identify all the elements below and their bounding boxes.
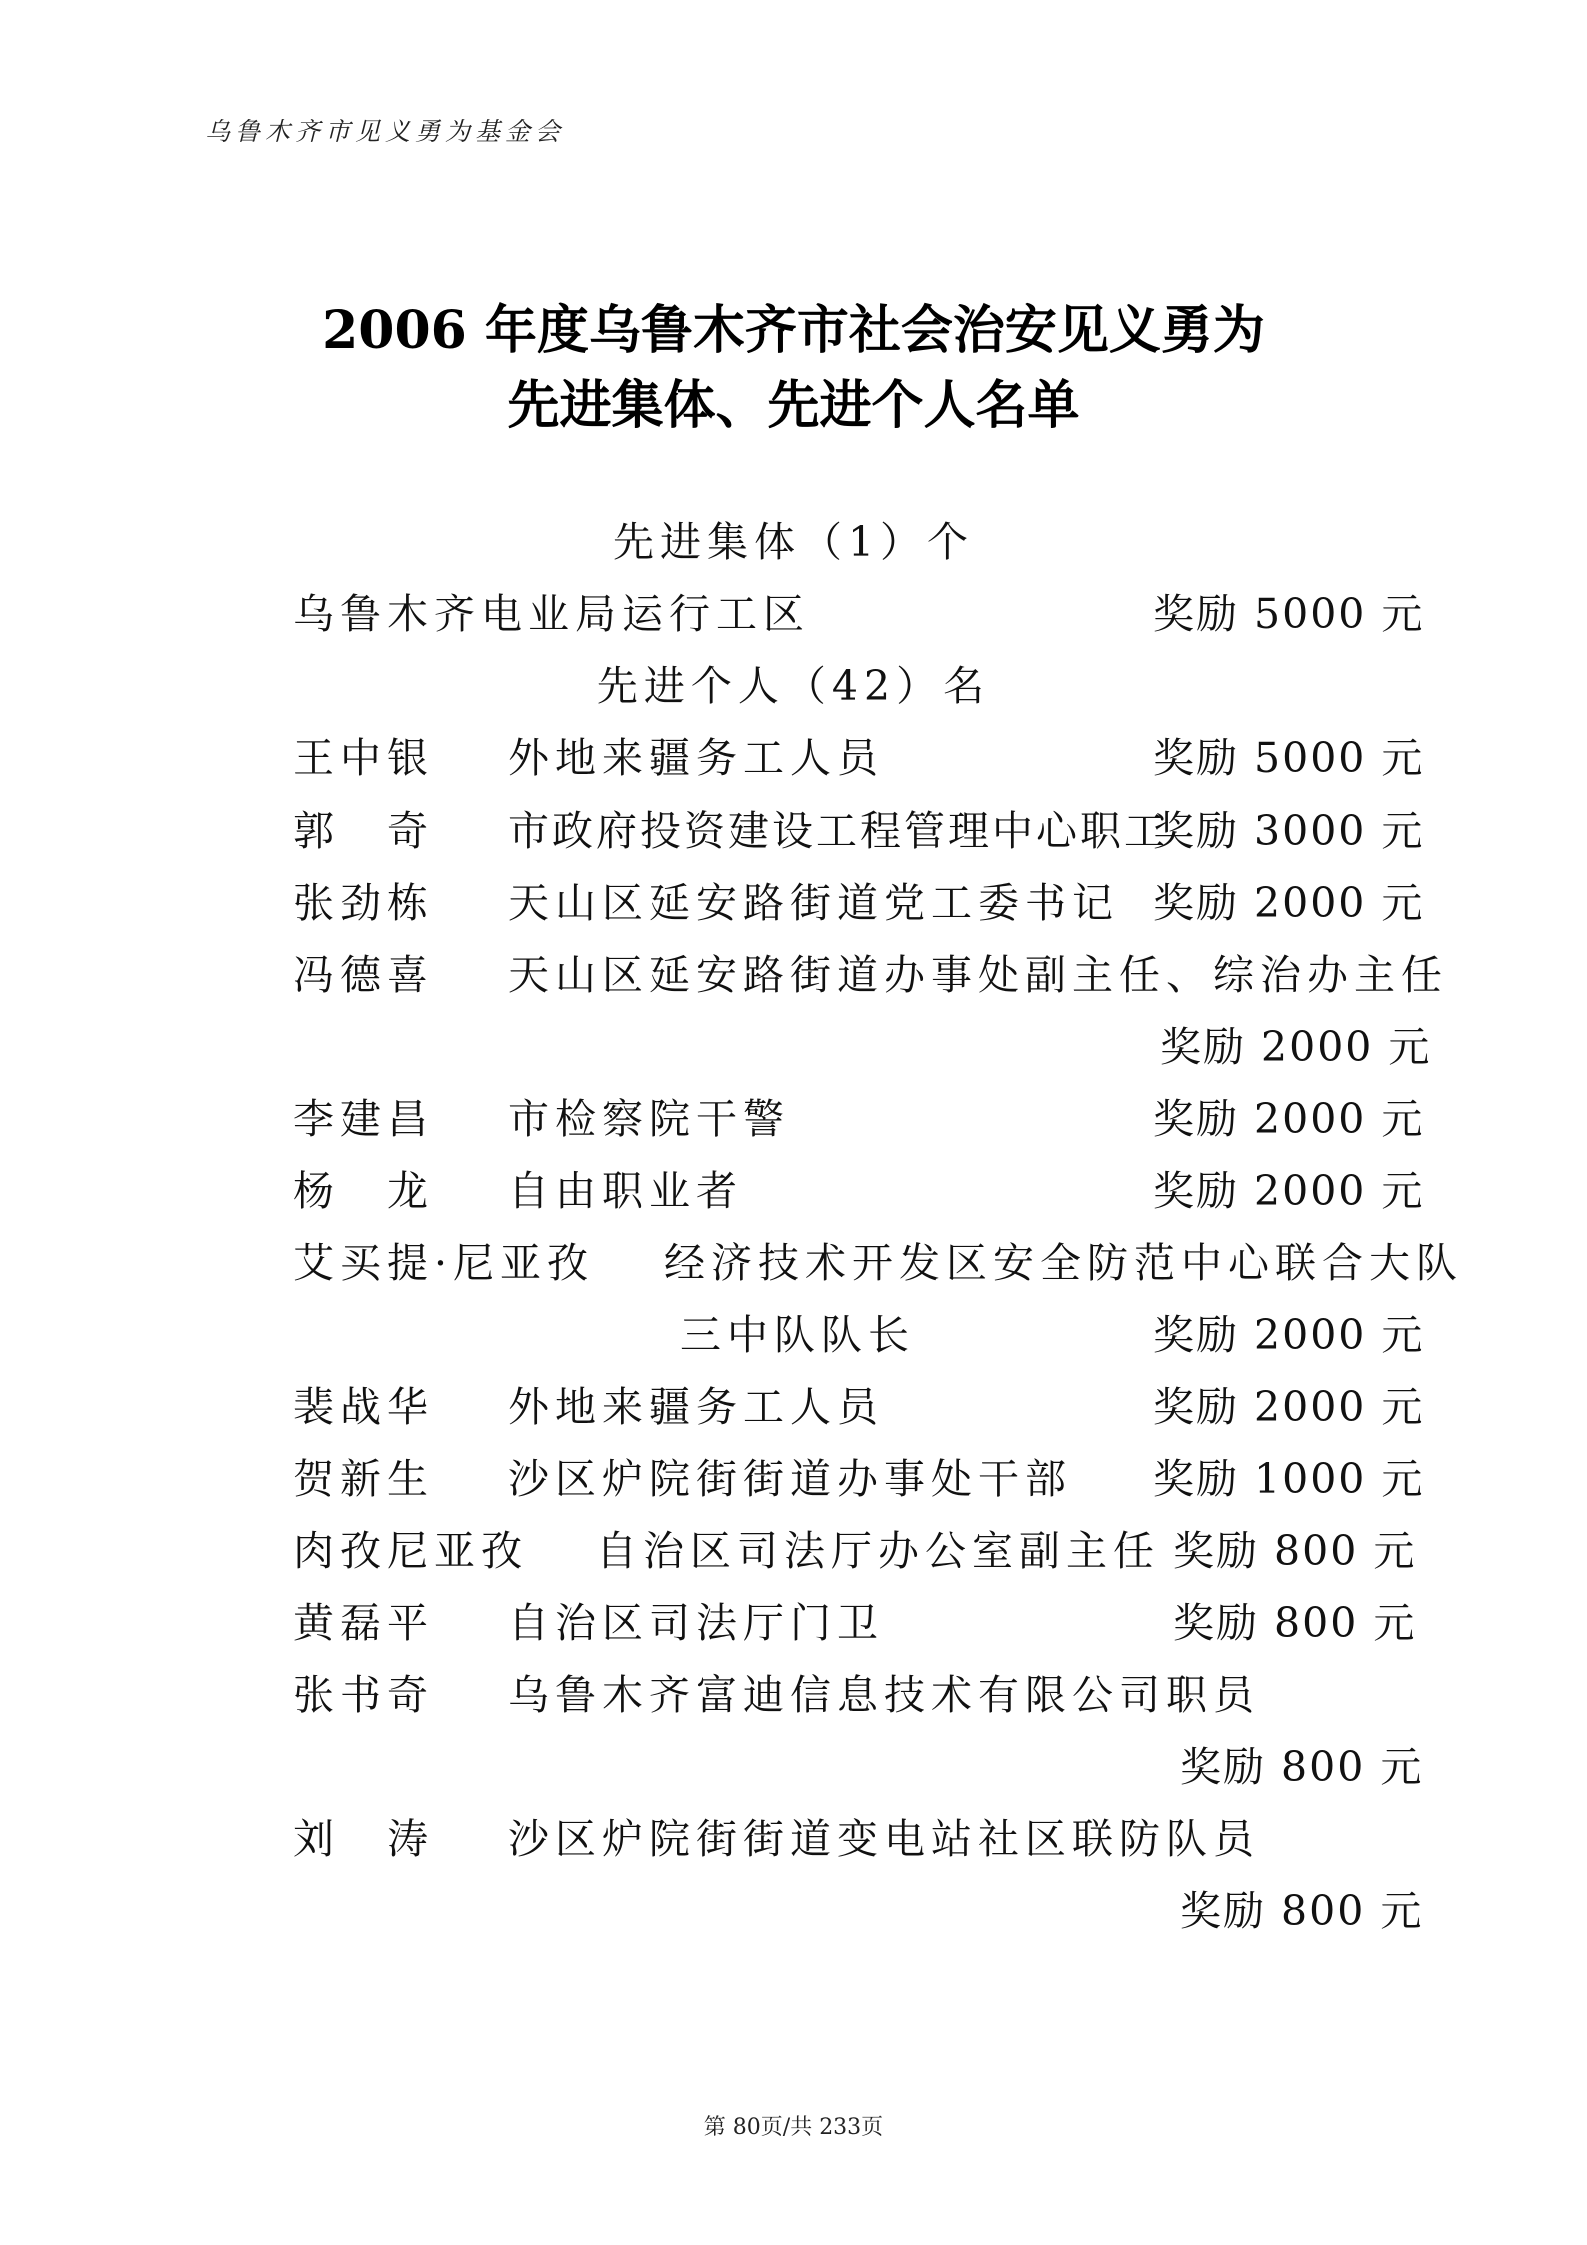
person-reward: 奖励 3000 元 [1153, 807, 1425, 855]
person-name: 冯德喜 [293, 951, 434, 999]
person-name: 杨 龙 [293, 1167, 434, 1215]
person-reward: 奖励 2000 元 [1153, 1311, 1425, 1359]
organization-header: 乌鲁木齐市见义勇为基金会 [205, 117, 566, 146]
person-description: 自由职业者 [508, 1167, 743, 1215]
person-description: 沙区炉院街街道变电站社区联防队员 [508, 1815, 1260, 1863]
person-reward: 奖励 2000 元 [1153, 1383, 1425, 1431]
collective-name: 乌鲁木齐电业局运行工区 [293, 590, 810, 638]
person-name: 黄磊平 [293, 1599, 434, 1647]
person-reward: 奖励 2000 元 [1153, 1095, 1425, 1143]
person-description: 经济技术开发区安全防范中心联合大队 [664, 1239, 1463, 1287]
person-name: 张书奇 [293, 1671, 434, 1719]
person-description: 沙区炉院街街道办事处干部 [508, 1455, 1072, 1503]
person-name: 王中银 [293, 734, 434, 782]
person-description: 天山区延安路街道办事处副主任、综治办主任 [508, 951, 1448, 999]
person-name: 艾买提·尼亚孜 [293, 1239, 595, 1287]
person-description: 外地来疆务工人员 [508, 734, 884, 782]
person-description-continued: 三中队队长 [680, 1311, 915, 1359]
document-title-line1: 2006 年度乌鲁木齐市社会治安见义勇为 [322, 300, 1265, 361]
page-number: 第 80页/共 233页 [703, 2115, 884, 2140]
person-description: 外地来疆务工人员 [508, 1383, 884, 1431]
collective-section-heading: 先进集体（1）个 [612, 518, 975, 566]
individual-section-heading: 先进个人（42）名 [596, 662, 991, 710]
person-name: 李建昌 [293, 1095, 434, 1143]
person-description: 自治区司法厅办公室副主任 [596, 1527, 1160, 1575]
person-reward: 奖励 2000 元 [1153, 1167, 1425, 1215]
person-name: 张劲栋 [293, 879, 434, 927]
person-reward: 奖励 800 元 [1173, 1527, 1417, 1575]
document-title-line2: 先进集体、先进个人名单 [507, 375, 1080, 436]
person-name: 裴战华 [293, 1383, 434, 1431]
collective-reward: 奖励 5000 元 [1153, 590, 1425, 638]
person-name: 刘 涛 [293, 1815, 434, 1863]
person-reward: 奖励 800 元 [1173, 1599, 1417, 1647]
person-description: 市政府投资建设工程管理中心职工 [508, 807, 1168, 855]
person-reward: 奖励 800 元 [1180, 1887, 1424, 1935]
person-reward: 奖励 1000 元 [1153, 1455, 1425, 1503]
person-description: 市检察院干警 [508, 1095, 790, 1143]
person-reward: 奖励 2000 元 [1153, 879, 1425, 927]
person-name: 肉孜尼亚孜 [293, 1527, 528, 1575]
person-description: 天山区延安路街道党工委书记 [508, 879, 1119, 927]
person-name: 郭 奇 [293, 807, 434, 855]
person-reward: 奖励 2000 元 [1160, 1023, 1432, 1071]
person-reward: 奖励 800 元 [1180, 1743, 1424, 1791]
person-description: 自治区司法厅门卫 [508, 1599, 884, 1647]
person-description: 乌鲁木齐富迪信息技术有限公司职员 [508, 1671, 1260, 1719]
person-reward: 奖励 5000 元 [1153, 734, 1425, 782]
person-name: 贺新生 [293, 1455, 434, 1503]
